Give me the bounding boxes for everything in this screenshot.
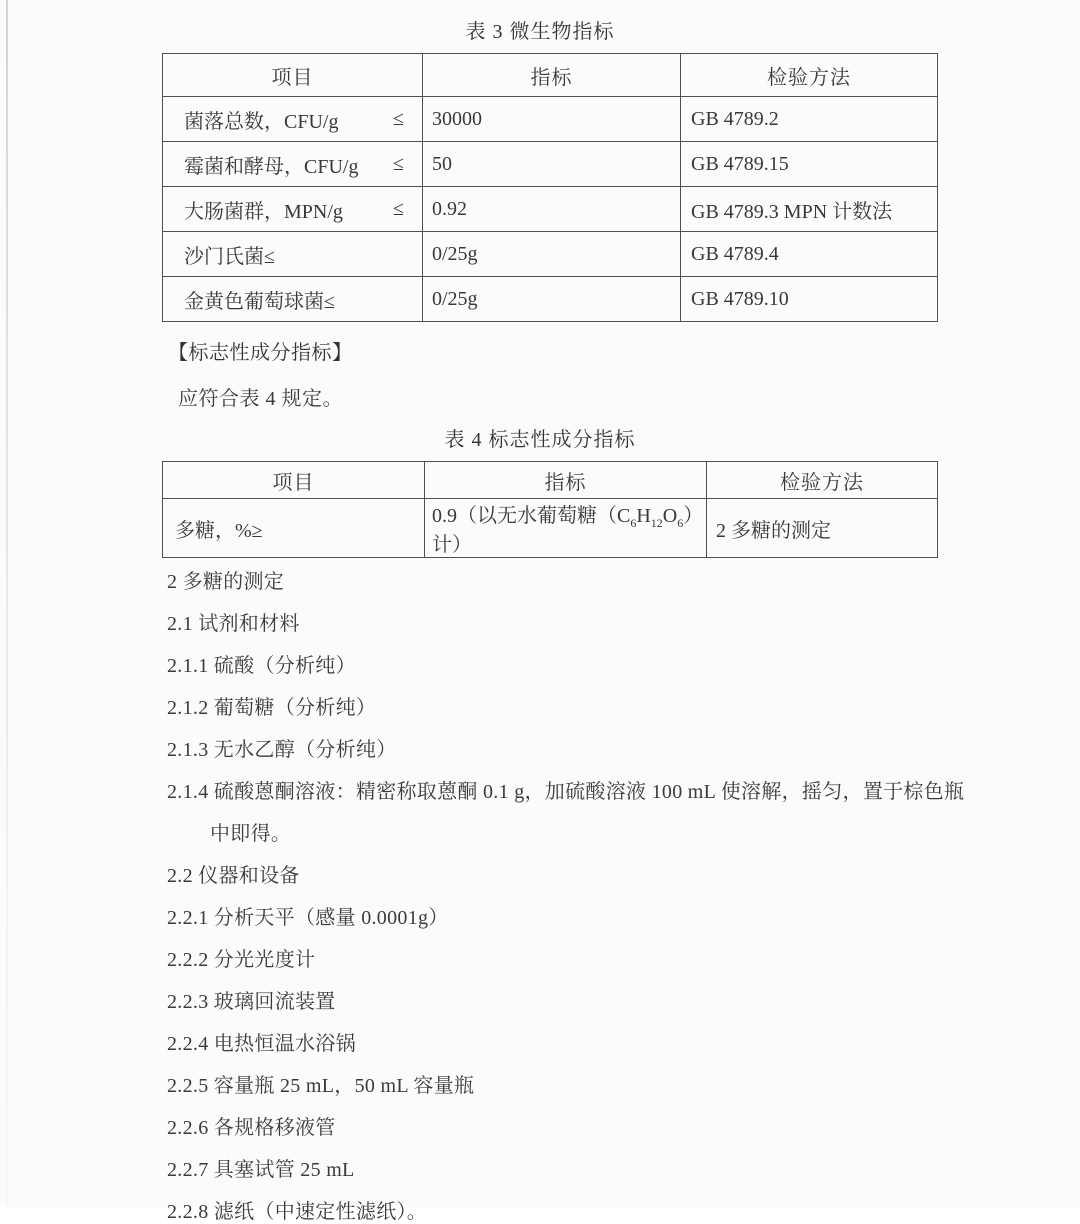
table4-characteristic-component-indicators bbox=[162, 461, 938, 558]
list-item: 2.2.5 容量瓶 25 mL，50 mL 容量瓶 bbox=[167, 1075, 475, 1097]
le-operator: ≤ bbox=[393, 197, 404, 220]
item-label: 沙门氏菌≤ bbox=[184, 245, 275, 268]
indicator-text: O bbox=[662, 505, 678, 527]
item-label: 金黄色葡萄球菌≤ bbox=[184, 290, 335, 313]
cell-method: 2 多糖的测定 bbox=[707, 499, 938, 558]
cell-method: GB 4789.2 bbox=[681, 97, 938, 142]
list-item: 2.1.4 硫酸蒽酮溶液：精密称取蒽酮 0.1 g，加硫酸溶液 100 mL 使溶解，摇匀，置于棕色瓶 bbox=[167, 781, 965, 803]
table-row bbox=[163, 232, 938, 277]
cell-value-polysaccharide-indicator bbox=[425, 499, 707, 558]
cell-item bbox=[163, 187, 423, 232]
cell-method: GB 4789.10 bbox=[681, 277, 938, 322]
table3-microbiological-indicators bbox=[162, 53, 938, 322]
table-row bbox=[163, 187, 938, 232]
list-item: 2.1.3 无水乙醇（分析纯） bbox=[167, 739, 397, 761]
item-label: 菌落总数，CFU/g bbox=[184, 110, 339, 133]
table4-title: 表 4 标志性成分指标 bbox=[444, 429, 636, 451]
table4-header-indicator: 指标 bbox=[425, 462, 707, 499]
formula-subscript: 12 bbox=[650, 516, 663, 530]
formula-subscript: 6 bbox=[677, 516, 684, 530]
table3-header-item: 项目 bbox=[163, 54, 423, 97]
section-note: 应符合表 4 规定。 bbox=[178, 388, 343, 410]
list-item: 2.1.1 硫酸（分析纯） bbox=[167, 655, 356, 677]
indicator-text: 0.9（以无水葡萄糖（C bbox=[432, 505, 631, 527]
cell-item: 多糖，%≥ bbox=[163, 499, 425, 558]
list-item: 2.1.2 葡萄糖（分析纯） bbox=[167, 697, 377, 719]
table-row bbox=[163, 97, 938, 142]
list-item: 2.2.8 滤纸（中速定性滤纸）。 bbox=[167, 1201, 428, 1223]
formula-subscript: 6 bbox=[630, 516, 637, 530]
cell-item bbox=[163, 142, 423, 187]
list-item: 2.2 仪器和设备 bbox=[167, 865, 300, 887]
cell-value: 0/25g bbox=[423, 277, 681, 322]
list-item: 2.2.2 分光光度计 bbox=[167, 949, 316, 971]
cell-item bbox=[163, 97, 423, 142]
list-item: 2.1 试剂和材料 bbox=[167, 613, 300, 635]
cell-value: 0.92 bbox=[423, 187, 681, 232]
cell-value: 50 bbox=[423, 142, 681, 187]
cell-method: GB 4789.3 MPN 计数法 bbox=[681, 187, 938, 232]
scan-edge-artifact bbox=[6, 0, 8, 1207]
item-label: 大肠菌群，MPN/g bbox=[184, 200, 343, 223]
table4-header-item: 项目 bbox=[163, 462, 425, 499]
list-item: 2 多糖的测定 bbox=[167, 571, 285, 593]
cell-method: GB 4789.15 bbox=[681, 142, 938, 187]
table3-header-method: 检验方法 bbox=[681, 54, 938, 97]
cell-item bbox=[163, 277, 423, 322]
cell-item bbox=[163, 232, 423, 277]
table3-header-row bbox=[163, 54, 938, 97]
table-row bbox=[163, 142, 938, 187]
list-item: 2.2.4 电热恒温水浴锅 bbox=[167, 1033, 356, 1055]
cell-value: 0/25g bbox=[423, 232, 681, 277]
section-heading-characteristic-components: 【标志性成分指标】 bbox=[168, 342, 353, 364]
table4-header-method: 检验方法 bbox=[707, 462, 938, 499]
le-operator: ≤ bbox=[393, 107, 404, 130]
indicator-text: ）计） bbox=[432, 505, 704, 556]
procedure-list bbox=[167, 571, 965, 1224]
table3-header-indicator: 指标 bbox=[423, 54, 681, 97]
list-item: 2.2.7 具塞试管 25 mL bbox=[167, 1159, 355, 1181]
list-item: 2.2.3 玻璃回流装置 bbox=[167, 991, 336, 1013]
cell-value: 30000 bbox=[423, 97, 681, 142]
table-row bbox=[163, 277, 938, 322]
le-operator: ≤ bbox=[393, 152, 404, 175]
table-row bbox=[163, 499, 938, 558]
indicator-text: H bbox=[636, 505, 651, 527]
list-item-continuation: 中即得。 bbox=[210, 823, 292, 845]
list-item: 2.2.6 各规格移液管 bbox=[167, 1117, 336, 1139]
item-label: 霉菌和酵母，CFU/g bbox=[184, 155, 359, 178]
table3-title: 表 3 微生物指标 bbox=[465, 21, 615, 43]
table4-header-row bbox=[163, 462, 938, 499]
cell-method: GB 4789.4 bbox=[681, 232, 938, 277]
list-item: 2.2.1 分析天平（感量 0.0001g） bbox=[167, 907, 449, 929]
